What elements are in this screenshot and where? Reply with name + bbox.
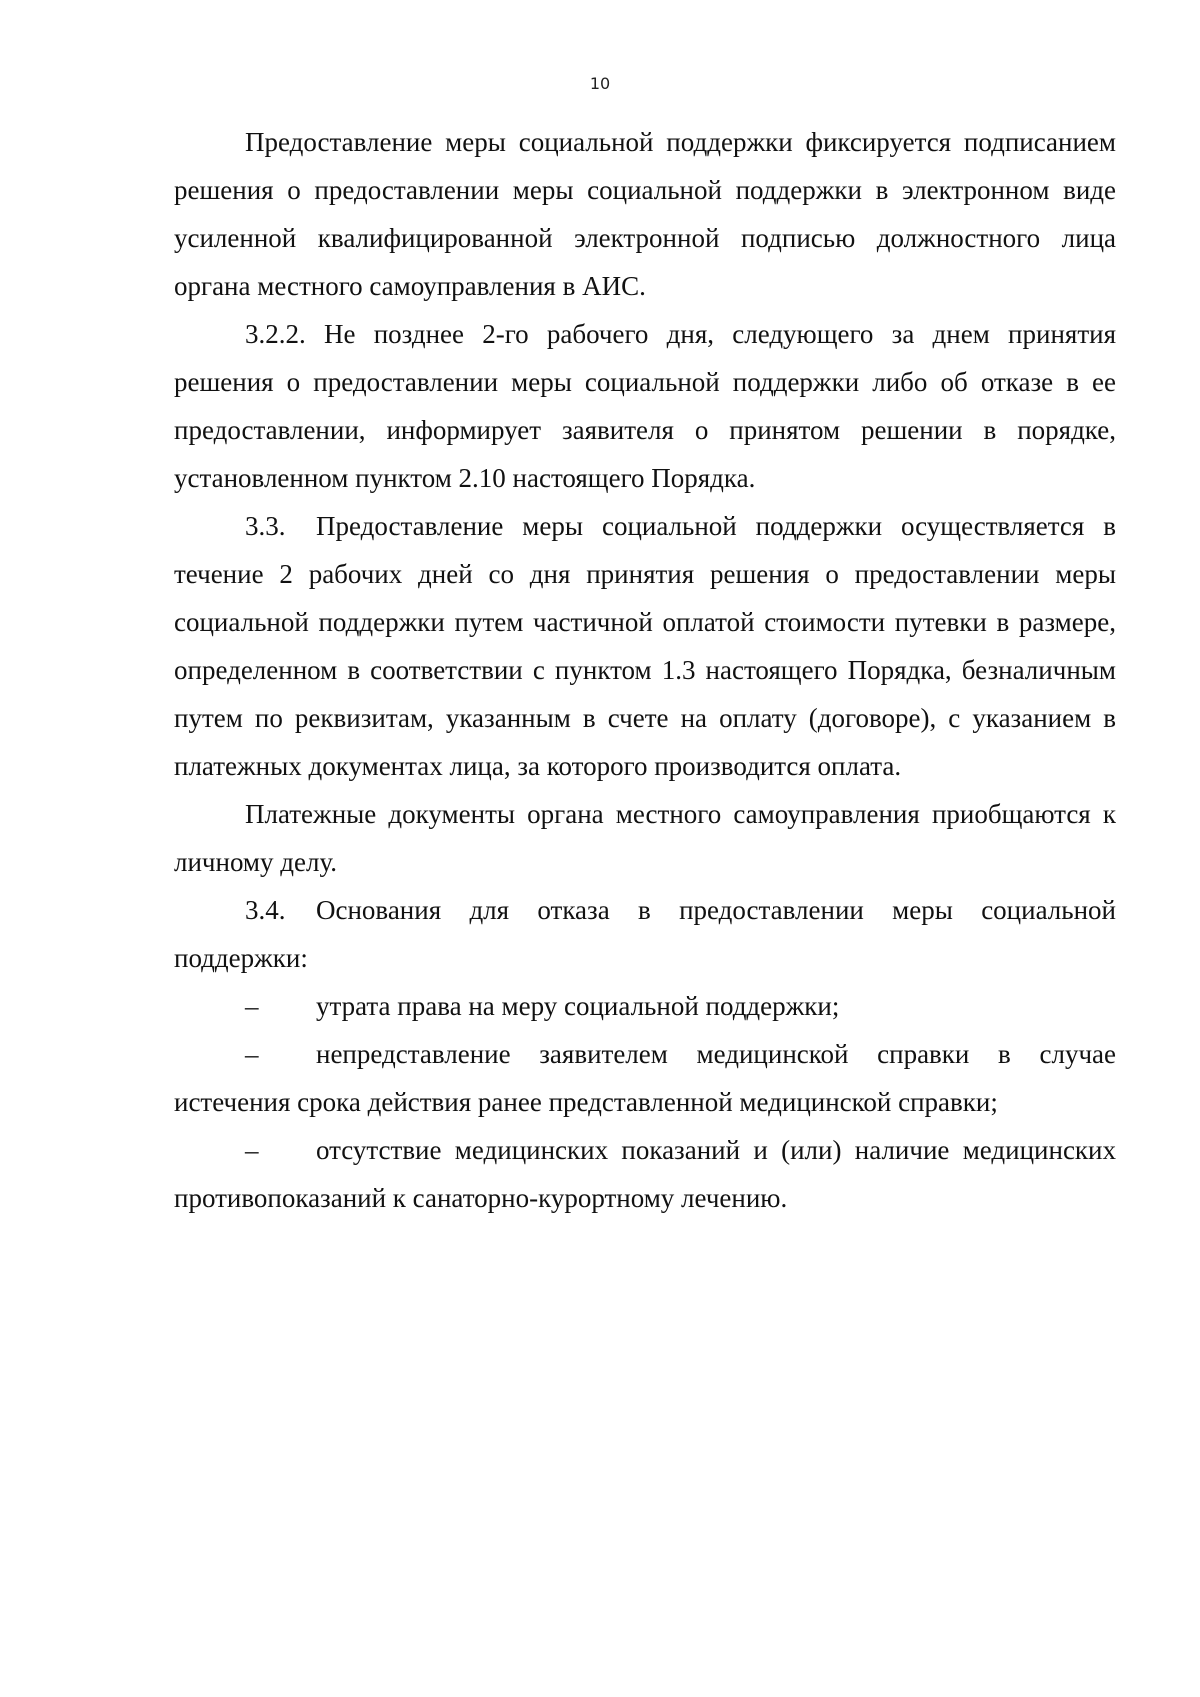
list-item <box>174 982 1116 1030</box>
document-body <box>174 118 1116 1222</box>
dash-marker: – <box>245 991 259 1021</box>
dash-marker: – <box>245 1039 259 1069</box>
dash-marker: – <box>245 1135 259 1165</box>
list-item-text: утрата права на меру социальной поддержки; <box>316 991 840 1021</box>
list-item <box>174 1030 1116 1126</box>
list-item-text: непредставление заявителем медицинской справки в случае истечения срока действия ранее представленной медицинской справки; <box>174 1039 1116 1117</box>
paragraph-payment-documents: Платежные документы органа местного самоуправления приобщаются к личному делу. <box>174 799 1116 877</box>
list-item-text: отсутствие медицинских показаний и (или) наличие медицинских противопоказаний к санаторно-курортному лечению. <box>174 1135 1116 1213</box>
clause-text: Основания для отказа в предоставлении меры социальной поддержки: <box>174 895 1116 973</box>
clause-number: 3.4. <box>245 895 286 925</box>
page-number: 10 <box>589 74 611 93</box>
paragraph-3-3 <box>174 502 1116 790</box>
paragraph-decision-signing: Предоставление меры социальной поддержки фиксируется подписанием решения о предоставлении меры социальной поддержки в электронном виде усиленной квалифицированной электронной подписью должностного лица органа местного самоуправления в АИС. <box>174 127 1116 301</box>
clause-number: 3.3. <box>245 511 286 541</box>
paragraph-3-4 <box>174 886 1116 982</box>
clause-text: Предоставление меры социальной поддержки осуществляется в течение 2 рабочих дней со дня принятия решения о предоставлении меры социальной поддержки путем частичной оплатой стоимости путевки в размере, определенном в соответствии с пунктом 1.3 настоящего Порядка, безналичным путем по реквизитам, указанным в счете на оплату (договоре), с указанием в платежных документах лица, за которого производится оплата. <box>174 511 1116 781</box>
paragraph-3-2-2: 3.2.2. Не позднее 2-го рабочего дня, следующего за днем принятия решения о предоставлении меры социальной поддержки либо об отказе в ее предоставлении, информирует заявителя о принятом решении в порядке, установленном пунктом 2.10 настоящего Порядка. <box>174 319 1116 493</box>
list-item <box>174 1126 1116 1222</box>
